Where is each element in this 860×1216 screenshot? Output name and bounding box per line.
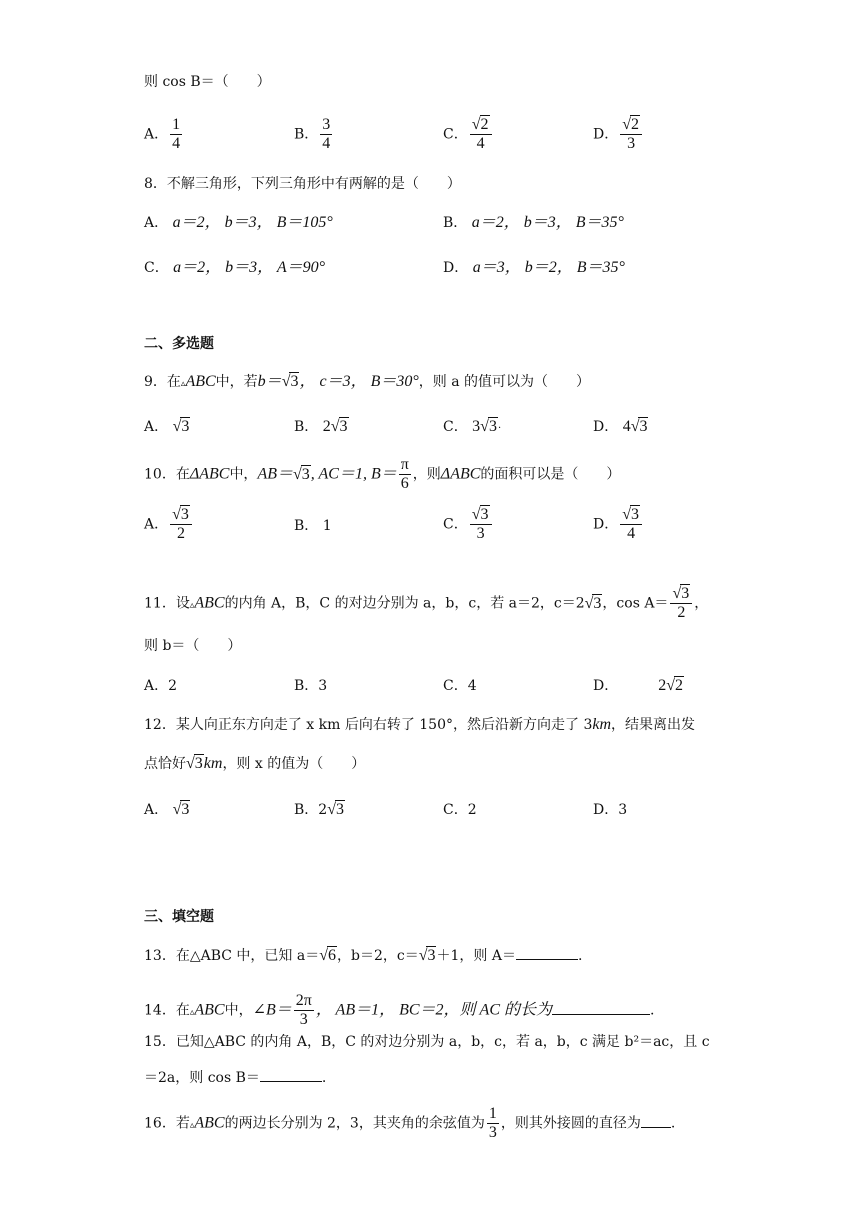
q12-option-b[interactable]: B．2√3 bbox=[294, 801, 344, 818]
q7-option-c[interactable] bbox=[443, 116, 494, 153]
q11-line2: 则 b＝（ ） bbox=[144, 638, 242, 654]
q12-line2: 点恰好√3km，则 x 的值为（ ） bbox=[144, 755, 366, 772]
fraction: $\frac{√2}{3}$ bbox=[620, 116, 642, 153]
q10-stem: 10．在ΔABC中，AB＝√3, AC＝1, B＝ $\frac{\pi}{6}$ ，则ΔABC的面积可以是（ ） bbox=[144, 456, 621, 492]
q12-line1: 12．某人向正东方向走了 x km 后向右转了 150°，然后沿新方向走了 3km，结果离出发 bbox=[144, 716, 696, 733]
q8-option-c[interactable]: C． a＝2， b＝3， A＝90° bbox=[144, 259, 326, 276]
fraction: $\frac{1}{4}$ bbox=[172, 116, 181, 152]
q7-tail: 则 cos B＝（ ） bbox=[144, 74, 271, 90]
q8-option-d[interactable]: D． a＝3， b＝2， B＝35° bbox=[443, 259, 625, 276]
q7-option-a[interactable] bbox=[144, 116, 184, 153]
q10-option-c[interactable]: C． $\frac{√3}{3}$ bbox=[443, 506, 494, 543]
option-label: A． bbox=[144, 126, 169, 143]
q7-option-b[interactable] bbox=[294, 116, 334, 153]
option-label: B． bbox=[294, 126, 319, 143]
q7-option-d[interactable] bbox=[593, 116, 644, 153]
q12-option-a[interactable]: A． √3 bbox=[144, 801, 190, 818]
fraction: $\frac{3}{4}$ bbox=[322, 116, 331, 152]
q13-stem: 13．在△ABC 中，已知 a＝√6，b＝2，c＝√3＋1，则 A＝ . bbox=[144, 947, 583, 964]
q15-line1: 15．已知△ABC 的内角 A，B，C 的对边分别为 a，b，c，若 a，b，c 满足 b²＝ac，且 c bbox=[144, 1034, 710, 1050]
q14-stem: 14．在▵ABC中，∠B＝ $\frac{2\pi}{3}$ ， AB＝1， BC＝2，则 AC 的长为 . bbox=[144, 992, 655, 1028]
q16-stem: 16．若▵ABC的两边长分别为 2，3，其夹角的余弦值为 $\frac{1}{3}$ ，则其外接圆的直径为 . bbox=[144, 1105, 676, 1141]
q11-option-c[interactable]: C．4 bbox=[443, 678, 477, 694]
q11-option-d[interactable]: D． 2√2 bbox=[593, 677, 684, 694]
answer-blank[interactable] bbox=[641, 1113, 671, 1128]
q10-option-a[interactable]: A． $\frac{√3}{2}$ bbox=[144, 506, 194, 543]
q12-option-d[interactable]: D．3 bbox=[593, 802, 628, 818]
q8-stem: 8．不解三角形，下列三角形中有两解的是（ ） bbox=[144, 176, 461, 192]
option-label: C． bbox=[443, 126, 468, 143]
q8-option-a[interactable]: A． a＝2， b＝3， B＝105° bbox=[144, 214, 333, 231]
answer-blank[interactable] bbox=[260, 1067, 322, 1082]
answer-blank[interactable] bbox=[552, 1000, 650, 1015]
q9-option-c[interactable]: C． 3√3· bbox=[443, 418, 502, 435]
q9-option-b[interactable]: B． 2√3 bbox=[294, 418, 348, 435]
q11-option-a[interactable]: A．2 bbox=[144, 678, 178, 694]
section-heading-multi-choice: 二、多选题 bbox=[144, 336, 214, 352]
q15-line2: ＝2a，则 cos B＝ . bbox=[144, 1067, 326, 1088]
q9-stem: 9．在▵ABC中，若b＝√3， c＝3， B＝30°，则 a 的值可以为（ ） bbox=[144, 373, 590, 390]
q9-option-a[interactable]: A． √3 bbox=[144, 418, 190, 435]
q8-option-b[interactable]: B． a＝2， b＝3， B＝35° bbox=[443, 214, 624, 231]
q10-option-b[interactable]: B． 1 bbox=[294, 518, 332, 534]
q11-stem: 11．设▵ABC的内角 A，B，C 的对边分别为 a，b，c，若 a＝2，c＝2√3，cos A＝ $\frac{√3}{2}$ ， bbox=[144, 585, 709, 621]
section-heading-fill-in: 三、填空题 bbox=[144, 909, 214, 925]
q12-option-c[interactable]: C．2 bbox=[443, 802, 477, 818]
fraction: $\frac{√2}{4}$ bbox=[470, 116, 492, 153]
q9-option-d[interactable]: D． 4√3 bbox=[593, 418, 648, 435]
q10-option-d[interactable]: D． $\frac{√3}{4}$ bbox=[593, 506, 644, 543]
option-label: D． bbox=[593, 126, 619, 143]
q11-option-b[interactable]: B．3 bbox=[294, 678, 328, 694]
answer-blank[interactable] bbox=[516, 945, 578, 960]
